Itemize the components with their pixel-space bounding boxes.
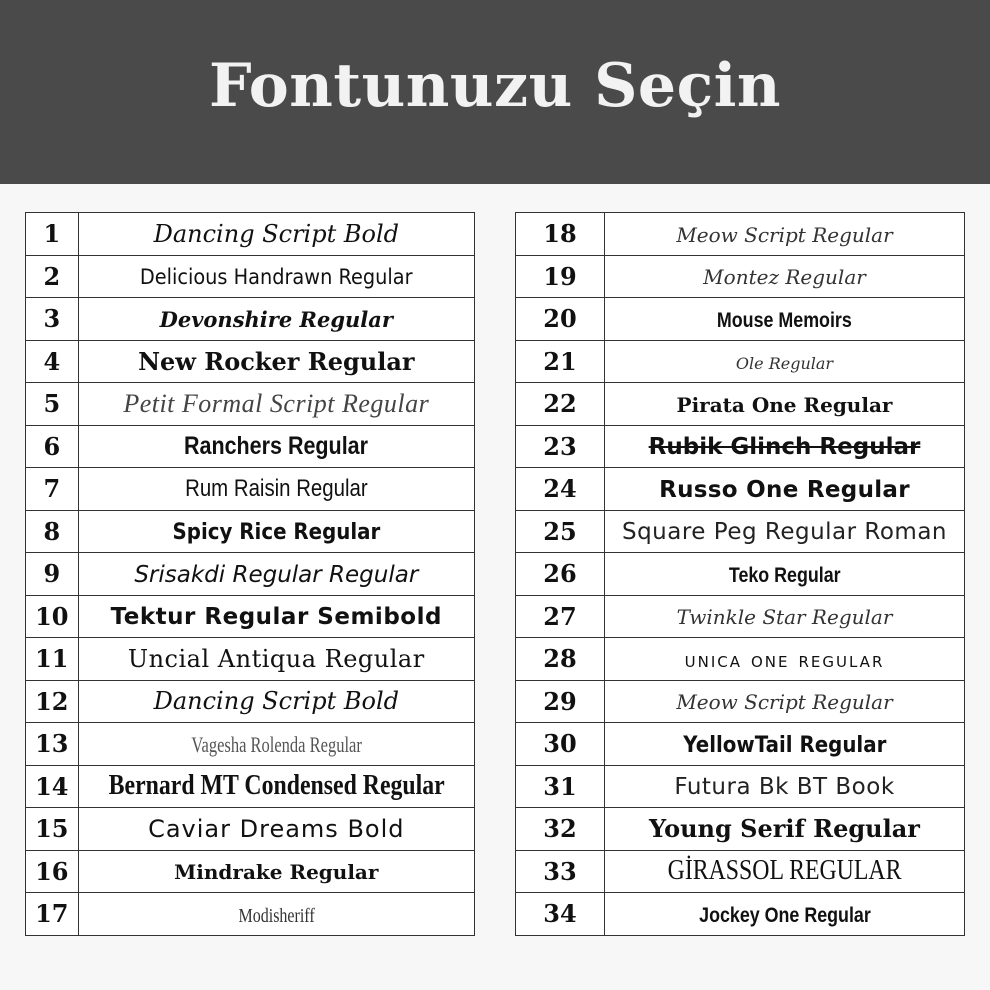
table-row[interactable]: [516, 850, 965, 893]
table-row[interactable]: [26, 680, 475, 723]
font-number: 1: [26, 213, 79, 256]
font-number: 23: [516, 425, 605, 468]
font-name: [78, 765, 474, 808]
table-row[interactable]: [26, 553, 475, 596]
font-sample-text: Dancing Script Bold: [153, 219, 399, 248]
font-name: [605, 425, 965, 468]
font-name: [605, 340, 965, 383]
font-name: [605, 298, 965, 341]
font-name: [605, 595, 965, 638]
font-number: 2: [26, 255, 79, 298]
font-sample-text: New Rocker Regular: [138, 346, 415, 376]
font-number: 34: [516, 893, 605, 936]
header-banner: [0, 0, 990, 184]
font-sample-text: YellowTail Regular: [682, 732, 887, 758]
font-sample-text: Meow Script Regular: [676, 222, 893, 247]
table-row[interactable]: [26, 383, 475, 426]
font-sample-text: Tektur Regular Semibold: [110, 604, 442, 631]
font-name: [605, 765, 965, 808]
font-number: 4: [26, 340, 79, 383]
font-name: [78, 510, 474, 553]
font-number: 30: [516, 723, 605, 766]
font-name: [605, 638, 965, 681]
font-sample-text: Dancing Script Bold: [153, 687, 399, 716]
font-sample-text: Mouse Memoirs: [717, 308, 852, 332]
font-number: 22: [516, 383, 605, 426]
font-name: [78, 340, 474, 383]
font-sample-text: GİRASSOL REGULAR: [667, 855, 902, 887]
font-table-left: [25, 212, 475, 936]
font-number: 10: [26, 595, 79, 638]
table-row[interactable]: [26, 723, 475, 766]
font-number: 33: [516, 850, 605, 893]
font-name: [605, 553, 965, 596]
font-name: [78, 468, 474, 511]
font-name: [78, 808, 474, 851]
font-sample-text: Square Peg Regular Roman: [621, 519, 947, 546]
table-row[interactable]: [516, 553, 965, 596]
font-name: [78, 680, 474, 723]
font-sample-text: Mindrake Regular: [174, 860, 379, 885]
font-name: [605, 723, 965, 766]
font-sample-text: Young Serif Regular: [649, 814, 920, 844]
font-sample-text: Russo One Regular: [659, 476, 910, 503]
table-row[interactable]: [516, 510, 965, 553]
font-name: [605, 255, 965, 298]
table-row[interactable]: [26, 255, 475, 298]
page-title: Fontunuzu Seçin: [208, 51, 782, 121]
font-name: [605, 213, 965, 256]
font-sample-text: Futura Bk BT Book: [674, 774, 895, 801]
font-sample-text: Delicious Handrawn Regular: [139, 265, 413, 290]
font-number: 9: [26, 553, 79, 596]
font-name: [78, 553, 474, 596]
font-sample-text: Bernard MT Condensed Regular: [108, 770, 445, 802]
table-row[interactable]: [26, 808, 475, 851]
font-number: 31: [516, 765, 605, 808]
table-row[interactable]: [26, 213, 475, 256]
font-sample-text: Vagesha Rolenda Regular: [191, 731, 362, 757]
font-name: [78, 893, 474, 936]
font-number: 7: [26, 468, 79, 511]
table-row[interactable]: [516, 893, 965, 936]
font-name: [78, 298, 474, 341]
font-number: 19: [516, 255, 605, 298]
table-row[interactable]: [516, 340, 965, 383]
font-sample-text: Srisakdi Regular Regular: [134, 561, 419, 588]
font-sample-text: Devonshire Regular: [159, 306, 393, 332]
font-name: [605, 510, 965, 553]
font-sample-text: Montez Regular: [703, 265, 866, 290]
table-row[interactable]: [516, 468, 965, 511]
font-sample-text: Rubik Glinch Regular: [648, 434, 921, 461]
font-name: [78, 383, 474, 426]
table-row[interactable]: [516, 723, 965, 766]
font-sample-text: Uncial Antiqua Regular: [127, 644, 425, 673]
font-number: 13: [26, 723, 79, 766]
font-sample-text: Teko Regular: [728, 563, 841, 587]
table-row[interactable]: [26, 425, 475, 468]
table-row[interactable]: [516, 298, 965, 341]
font-name: [78, 595, 474, 638]
font-table-right: [515, 212, 965, 936]
table-row[interactable]: [26, 850, 475, 893]
font-number: 20: [516, 298, 605, 341]
font-sample-text: unica one regular: [684, 647, 885, 673]
font-number: 8: [26, 510, 79, 553]
font-number: 11: [26, 638, 79, 681]
font-number: 28: [516, 638, 605, 681]
table-row[interactable]: [516, 680, 965, 723]
table-row[interactable]: [516, 213, 965, 256]
table-row[interactable]: [26, 340, 475, 383]
table-row[interactable]: [516, 808, 965, 851]
font-number: 17: [26, 893, 79, 936]
table-row[interactable]: [516, 425, 965, 468]
font-sample-text: Modisheriff: [238, 904, 315, 927]
font-sample-text: Twinkle Star Regular: [676, 605, 893, 630]
font-sample-text: Pirata One Regular: [676, 392, 893, 417]
table-row[interactable]: [26, 765, 475, 808]
font-number: 27: [516, 595, 605, 638]
font-number: 16: [26, 850, 79, 893]
font-number: 29: [516, 680, 605, 723]
font-name: [78, 255, 474, 298]
font-name: [605, 850, 965, 893]
font-number: 24: [516, 468, 605, 511]
font-number: 21: [516, 340, 605, 383]
font-name: [605, 680, 965, 723]
font-name: [78, 638, 474, 681]
font-number: 32: [516, 808, 605, 851]
table-row[interactable]: [516, 765, 965, 808]
font-sample-text: Ranchers Regular: [184, 431, 369, 460]
font-number: 25: [516, 510, 605, 553]
table-row[interactable]: [516, 595, 965, 638]
font-sample-text: Rum Raisin Regular: [185, 475, 368, 503]
table-row[interactable]: [26, 638, 475, 681]
font-sample-text: Meow Script Regular: [676, 690, 893, 715]
font-number: 3: [26, 298, 79, 341]
font-name: [605, 893, 965, 936]
table-row[interactable]: [26, 468, 475, 511]
font-number: 6: [26, 425, 79, 468]
table-row[interactable]: [516, 383, 965, 426]
font-name: [78, 213, 474, 256]
table-row[interactable]: [26, 298, 475, 341]
font-number: 18: [516, 213, 605, 256]
font-sample-text: Jockey One Regular: [698, 903, 871, 927]
font-name: [605, 468, 965, 511]
font-sample-text: Spicy Rice Regular: [172, 520, 381, 546]
font-name: [78, 723, 474, 766]
font-sample-text: Ole Regular: [735, 354, 834, 374]
font-number: 5: [26, 383, 79, 426]
font-number: 15: [26, 808, 79, 851]
font-number: 14: [26, 765, 79, 808]
font-name: [605, 383, 965, 426]
table-row[interactable]: [26, 595, 475, 638]
font-sample-text: Caviar Dreams Bold: [148, 814, 405, 843]
font-number: 26: [516, 553, 605, 596]
font-name: [78, 850, 474, 893]
font-name: [78, 425, 474, 468]
table-row[interactable]: [26, 893, 475, 936]
table-row[interactable]: [26, 510, 475, 553]
font-number: 12: [26, 680, 79, 723]
font-sample-text: Petit Formal Script Regular: [123, 388, 430, 418]
table-row[interactable]: [516, 638, 965, 681]
table-row[interactable]: [516, 255, 965, 298]
font-name: [605, 808, 965, 851]
